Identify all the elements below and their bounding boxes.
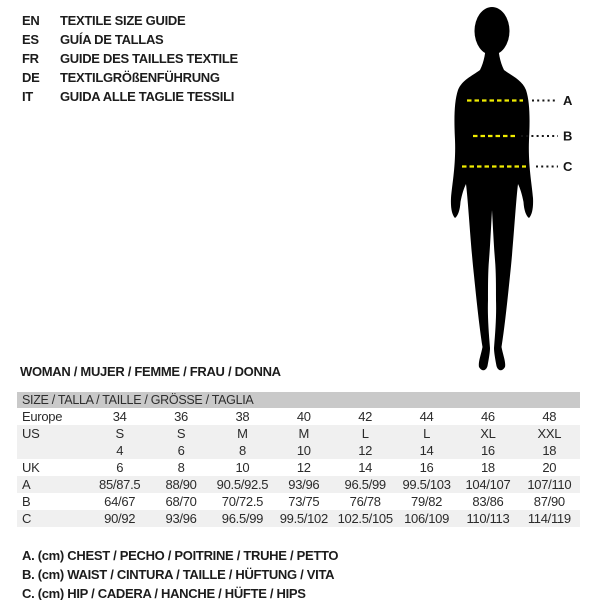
table-row [17,442,580,459]
hip-label: C [563,159,573,174]
table-cell: 85/87.5 [99,477,141,492]
section-title: WOMAN / MUJER / FEMME / FRAU / DONNA [20,364,281,379]
hip-note: C. (cm) HIP / CADERA / HANCHE / HÜFTE / HIPS [22,586,306,600]
language-row-es [22,30,238,49]
table-row [17,459,580,476]
table-cell: 4 [116,443,124,458]
table-cell: 16 [419,460,434,475]
table-cell: 107/110 [527,477,572,492]
table-cell: XL [480,426,496,441]
language-label: GUIDA ALLE TAGLIE TESSILI [60,89,235,104]
language-code: DE [22,70,40,85]
table-cell: XXL [537,426,562,441]
row-label: UK [22,460,40,475]
table-cell: 83/86 [472,494,504,509]
table-cell: S [176,426,186,441]
table-cell: 38 [235,409,250,424]
chest-note: A. (cm) CHEST / PECHO / POITRINE / TRUHE / PETTO [22,548,339,563]
table-cell: S [115,426,124,441]
table-cell: 76/78 [349,494,381,509]
size-table [17,392,580,527]
table-cell: M [237,426,248,441]
table-cell: 14 [358,460,373,475]
table-cell: 8 [238,443,246,458]
table-cell: 104/107 [465,477,511,492]
language-code: EN [22,13,40,28]
table-cell: 99.5/102 [279,511,328,526]
size-table-body [17,408,580,527]
table-cell: 34 [112,409,127,424]
table-cell: 70/72.5 [221,494,264,509]
language-row-de [22,68,238,87]
table-cell: 20 [542,460,557,475]
table-row [17,476,580,493]
table-row [17,493,580,510]
table-cell: 96.5/99 [221,511,264,526]
table-cell: L [361,426,369,441]
table-cell: 99.5/103 [402,477,451,492]
measurement-notes [22,546,338,600]
waist-note: B. (cm) WAIST / CINTURA / TAILLE / HÜFTUNG / VITA [22,567,335,582]
woman-silhouette-figure [410,0,600,380]
row-label: C [22,511,32,526]
row-label: B [22,494,31,509]
table-row [17,425,580,442]
language-code: IT [22,89,33,104]
language-label: TEXTILE SIZE GUIDE [60,13,186,28]
table-cell: 44 [419,409,434,424]
table-cell: 90/92 [104,511,136,526]
table-cell: 93/96 [288,477,320,492]
language-row-en [22,11,238,30]
table-cell: M [298,426,310,441]
table-cell: 46 [481,409,495,424]
table-cell: 96.5/99 [344,477,386,492]
table-cell: 110/113 [466,511,510,526]
table-cell: 102.5/105 [337,511,393,526]
table-cell: 73/75 [288,494,320,509]
size-table-header: SIZE / TALLA / TAILLE / GRÖSSE / TAGLIA [17,392,580,408]
waist-label: B [563,128,573,144]
table-cell: 114/119 [527,511,571,526]
table-cell: 90.5/92.5 [216,477,269,492]
table-cell: 12 [296,460,311,475]
table-cell: 42 [358,409,373,424]
table-cell: 40 [296,409,311,424]
table-row [17,510,580,527]
chest-label: A [563,93,573,108]
table-cell: 48 [542,409,557,424]
table-cell: 12 [358,443,373,458]
language-code: ES [22,32,39,47]
table-cell: 6 [177,443,185,458]
table-cell: 64/67 [104,494,136,509]
table-cell: 18 [542,443,557,458]
table-cell: 36 [174,409,188,424]
row-label: A [22,477,31,492]
table-cell: 18 [481,460,495,475]
table-cell: 106/109 [404,511,450,526]
table-cell: 93/96 [165,511,197,526]
woman-silhouette-icon [410,0,600,380]
row-label: Europe [22,409,63,424]
language-code: FR [22,51,39,66]
table-cell: 68/70 [165,494,197,509]
language-list [22,11,238,106]
table-cell: 79/82 [411,494,443,509]
table-cell: 10 [235,460,250,475]
table-cell: 8 [177,460,185,475]
language-row-it [22,87,238,106]
language-label: GUÍA DE TALLAS [60,32,164,47]
table-cell: 87/90 [533,494,565,509]
row-label: US [22,426,40,441]
language-row-fr [22,49,238,68]
language-label: TEXTILGRÖßENFÜHRUNG [60,70,220,85]
table-row [17,408,580,425]
table-cell: 6 [116,460,124,475]
table-cell: 16 [481,443,495,458]
table-cell: 10 [296,443,311,458]
language-label: GUIDE DES TAILLES TEXTILE [60,51,238,66]
table-cell: 14 [419,443,434,458]
table-cell: L [423,426,431,441]
table-cell: 88/90 [165,477,197,492]
